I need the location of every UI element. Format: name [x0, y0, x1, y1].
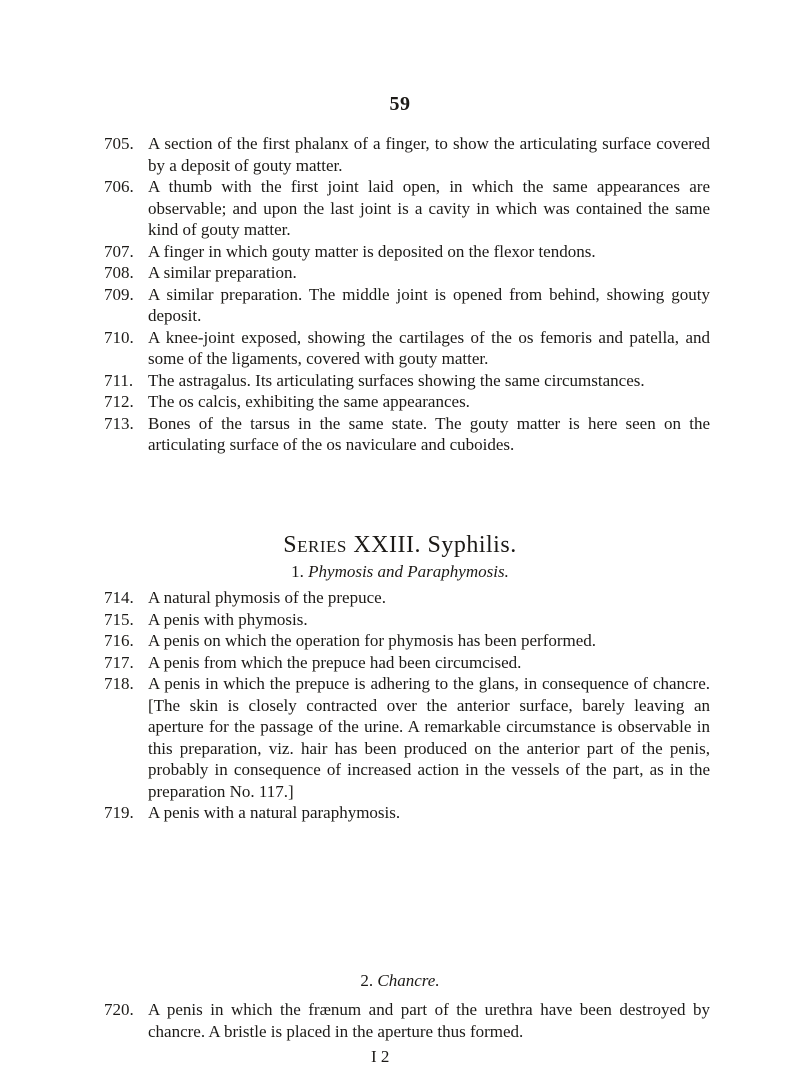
entry-number: 709.: [104, 284, 134, 304]
catalogue-entry: [104, 673, 710, 802]
entry-text: A similar preparation.: [148, 263, 297, 282]
catalogue-entry: [104, 284, 710, 327]
catalogue-entry: [104, 587, 710, 609]
series-name: Syphilis.: [427, 532, 517, 558]
entry-text: The os calcis, exhibiting the same appearances.: [148, 392, 470, 411]
catalogue-entry: [104, 327, 710, 370]
entry-number: 718.: [104, 674, 134, 693]
entry-text: A penis with a natural paraphymosis.: [148, 803, 401, 822]
entry-number: 716.: [104, 631, 134, 650]
entry-text: A knee-joint exposed, showing the cartilages of the os femoris and patella, and some of the ligaments, covered with gouty matter.: [148, 327, 710, 368]
catalogue-entry: [104, 609, 710, 631]
catalogue-entry: [104, 630, 710, 652]
entry-text: A penis in which the frænum and part of the urethra have been destroyed by chancre. A bristle is placed in the aperture thus formed.: [148, 1000, 710, 1041]
entry-number: 710.: [104, 327, 134, 347]
catalogue-entry: [104, 262, 710, 284]
entry-number: 705.: [104, 134, 134, 153]
entry-text: A similar preparation. The middle joint is opened from behind, showing gouty deposit.: [148, 284, 710, 325]
entry-number: 711.: [104, 370, 134, 390]
catalogue-entry: [104, 413, 710, 456]
subsection-title: Chancre.: [377, 971, 440, 990]
entry-number: 714.: [104, 588, 134, 607]
subsection-number: 1.: [291, 562, 304, 581]
entry-text: A penis on which the operation for phymosis has been performed.: [148, 631, 597, 650]
catalogue-entry: [104, 133, 710, 176]
catalogue-entry: [104, 391, 710, 413]
catalogue-entry: [104, 802, 710, 824]
entry-text: Bones of the tarsus in the same state. The gouty matter is here seen on the articulating surface of the os naviculare and cuboides.: [148, 413, 710, 454]
catalogue-entry: [104, 176, 710, 241]
catalogue-entry: [104, 241, 710, 263]
catalogue-entry: [104, 652, 710, 674]
entries-phymosis: [104, 587, 710, 824]
series-heading: [0, 532, 800, 559]
entry-number: 713.: [104, 413, 134, 433]
entry-text: A thumb with the first joint laid open, in which the same appearances are observable; and upon the last joint is a cavity in which was contained the same kind of gouty matter.: [148, 177, 710, 239]
entry-text: A penis in which the prepuce is adhering to the glans, in consequence of chancre. [The skin is closely contracted over the anterior surface, barely leaving an aperture for the passage of the urine. A remarkable circumstance is observable in this preparation, viz. hair has been produced on the anterior part of the penis, probably in consequence of increased action in the vessels of the part, as in the preparation No. 117.]: [148, 674, 710, 801]
entry-text: The astragalus. Its articulating surfaces showing the same circumstances.: [148, 370, 645, 390]
entry-text: A penis with phymosis.: [148, 609, 308, 629]
entry-number: 706.: [104, 177, 134, 196]
entry-text: A finger in which gouty matter is deposited on the flexor tendons.: [148, 241, 596, 261]
entry-number: 707.: [104, 241, 134, 261]
entry-number: 712.: [104, 392, 134, 411]
signature-mark: I 2: [371, 1047, 390, 1066]
entry-number: 715.: [104, 609, 134, 629]
entry-text: A natural phymosis of the prepuce.: [148, 588, 386, 607]
catalogue-entry: [104, 999, 710, 1042]
page-number: 59: [389, 93, 411, 115]
subsection-heading: [0, 971, 800, 991]
entries-chancre: [104, 999, 710, 1042]
entries-gout: [104, 133, 710, 456]
entry-text: A penis from which the prepuce had been circumcised.: [148, 652, 522, 672]
subsection-heading: [0, 562, 800, 582]
entry-text: A section of the first phalanx of a finger, to show the articulating surface covered by a deposit of gouty matter.: [148, 134, 710, 175]
catalogue-entry: [104, 370, 710, 392]
entry-number: 708.: [104, 263, 134, 282]
entry-number: 720.: [104, 1000, 134, 1019]
series-label: Series XXIII.: [283, 532, 421, 558]
entry-number: 719.: [104, 803, 134, 822]
subsection-title: Phymosis and Paraphymosis.: [308, 562, 509, 581]
entry-number: 717.: [104, 652, 134, 672]
subsection-number: 2.: [360, 971, 374, 990]
